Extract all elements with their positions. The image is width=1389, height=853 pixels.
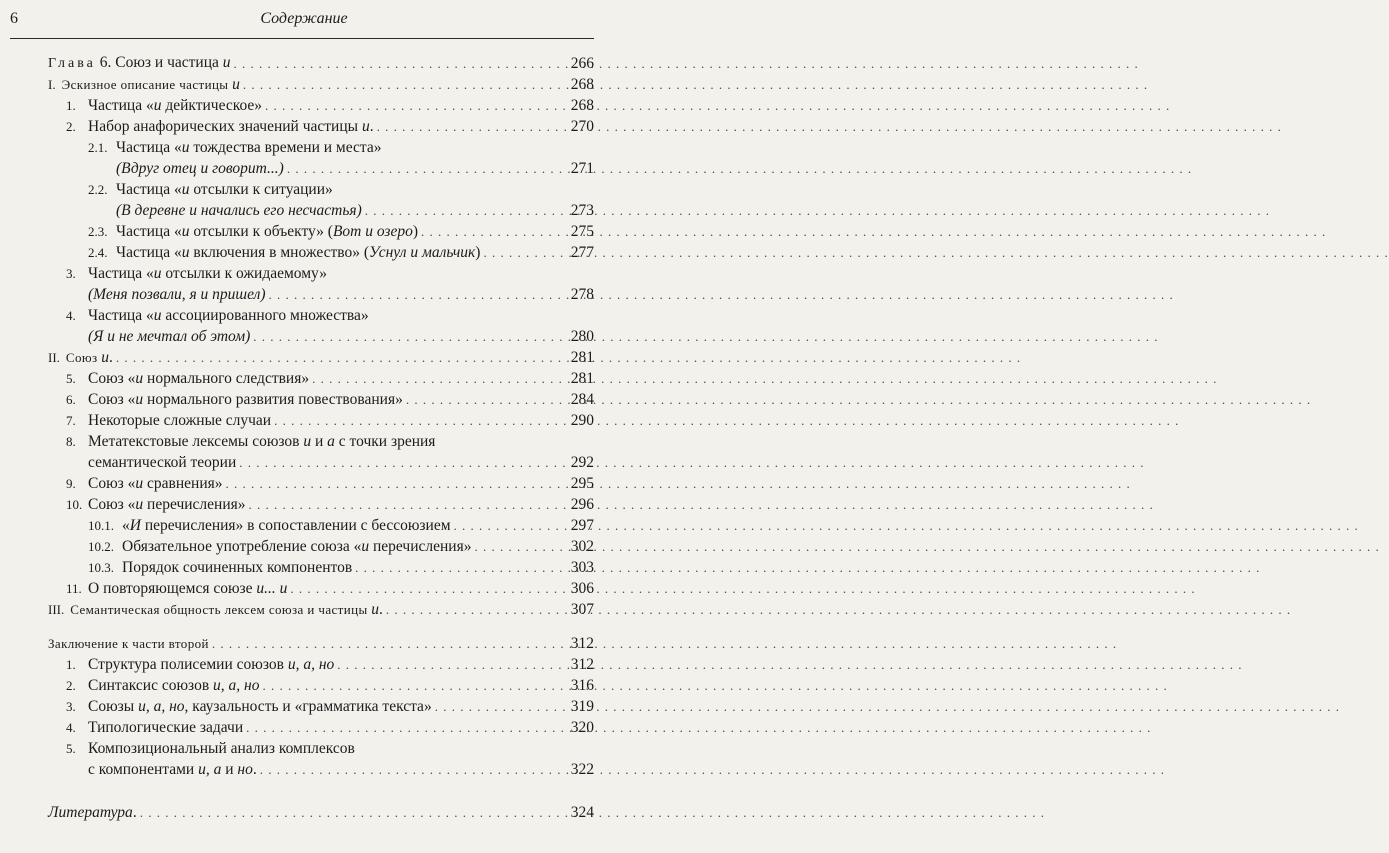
toc-entry[interactable] — [66, 117, 594, 137]
entry-text-italic: и — [361, 118, 370, 135]
leader-dots — [260, 760, 563, 780]
entry-example: (Я и не мечтал об этом) — [88, 328, 251, 345]
toc-entry[interactable] — [116, 201, 594, 221]
running-title: Содержание — [260, 10, 348, 27]
leader-dots — [265, 96, 563, 116]
entry-text: ) — [475, 244, 481, 261]
chapter-title: 6. Союз и частица — [99, 54, 223, 71]
toc-entry[interactable] — [66, 369, 594, 389]
leader-dots — [386, 600, 563, 620]
entry-number: 8. — [66, 434, 76, 449]
entry-text: Частица « — [116, 244, 182, 261]
entry-text: « — [122, 517, 130, 534]
toc-section-entry[interactable] — [48, 348, 594, 368]
toc-entry[interactable] — [88, 243, 594, 263]
entry-text: Частица « — [88, 307, 154, 324]
conclusion-title: Заключение к части второй — [48, 636, 209, 651]
page-ref: 320 — [570, 719, 594, 736]
entry-text: тождества времени и места» — [189, 139, 382, 156]
section-number: III. — [48, 602, 65, 617]
entry-text: Некоторые сложные случаи — [88, 412, 272, 429]
page-number: 6 — [10, 10, 18, 27]
entry-text-italic: и, а — [198, 761, 222, 778]
page-ref: 297 — [570, 517, 594, 534]
toc-entry[interactable] — [66, 495, 594, 515]
page-ref: 278 — [570, 286, 594, 303]
leader-dots — [312, 369, 563, 389]
toc-entry[interactable] — [66, 96, 594, 116]
entry-text: Союз « — [88, 391, 136, 408]
entry-example: (Вдруг отец и говорит...) — [116, 160, 284, 177]
literature-title: Литература — [48, 804, 133, 821]
entry-number: 4. — [66, 720, 76, 735]
toc-entry[interactable] — [88, 453, 594, 473]
toc-entry[interactable] — [88, 760, 594, 780]
entry-number: 5. — [66, 371, 76, 386]
leader-dots — [212, 634, 563, 654]
entry-number: 5. — [66, 741, 76, 756]
entry-text: . — [369, 118, 374, 135]
page-ref: 284 — [570, 391, 594, 408]
toc-entry[interactable] — [88, 222, 594, 242]
page-ref: 295 — [570, 475, 594, 492]
entry-text: и — [221, 761, 238, 778]
leader-dots — [274, 411, 563, 431]
leader-dots — [226, 474, 563, 494]
entry-text: включения в множество» ( — [189, 244, 370, 261]
toc-entry[interactable] — [88, 558, 594, 578]
toc-entry-line — [66, 739, 355, 759]
leader-dots — [116, 348, 563, 368]
entry-number: 2.3. — [88, 224, 108, 239]
leader-dots — [377, 117, 563, 137]
entry-text: Частица « — [116, 181, 182, 198]
entry-text-italic: и — [361, 538, 370, 555]
entry-text-italic: и — [135, 475, 144, 492]
entry-text: . — [252, 761, 257, 778]
page-ref: 322 — [570, 761, 594, 778]
leader-dots — [140, 803, 563, 823]
leader-dots — [249, 495, 563, 515]
entry-text-italic: и... и — [256, 580, 288, 597]
entry-text: и — [311, 433, 328, 450]
entry-number: 1. — [66, 657, 76, 672]
entry-text-italic: и — [135, 391, 144, 408]
toc-entry[interactable] — [66, 676, 594, 696]
toc-entry[interactable] — [88, 537, 594, 557]
entry-text: отсылки к ожидаемому» — [161, 265, 327, 282]
toc-entry-line — [66, 306, 369, 326]
leader-dots — [234, 54, 563, 74]
page-ref: 270 — [570, 118, 594, 135]
toc-literature-entry[interactable] — [48, 803, 594, 823]
section-title: . — [108, 349, 113, 366]
entry-number: 4. — [66, 308, 76, 323]
entry-text: Частица « — [116, 139, 182, 156]
entry-text-italic: и, а, но — [287, 656, 335, 673]
entry-text: Союзы — [88, 698, 139, 715]
page-ref: 316 — [570, 677, 594, 694]
entry-text-italic: и — [181, 139, 190, 156]
entry-text-italic: и, а, но — [138, 698, 185, 715]
toc-entry[interactable] — [88, 327, 594, 347]
leader-dots — [365, 201, 563, 221]
entry-number: 2.2. — [88, 182, 108, 197]
entry-text: перечисления» — [143, 496, 246, 513]
toc-conclusion-entry[interactable] — [48, 634, 594, 654]
page-ref: 281 — [570, 349, 594, 366]
entry-text-italic: и — [153, 265, 162, 282]
page-ref: 271 — [570, 160, 594, 177]
toc-entry-line — [66, 264, 327, 284]
entry-text: Союз « — [88, 370, 136, 387]
header-rule — [10, 38, 594, 39]
entry-text: Союз « — [88, 475, 136, 492]
entry-example: (В деревне и начались его несчастья) — [116, 202, 362, 219]
section-number: I. — [48, 77, 56, 92]
entry-example: Вот и озеро — [332, 223, 413, 240]
leader-dots — [406, 390, 563, 410]
page-header — [0, 0, 608, 34]
leader-dots — [290, 579, 563, 599]
entry-number: 10.3. — [88, 560, 114, 575]
entry-number: 10.1. — [88, 518, 114, 533]
leader-dots — [262, 676, 563, 696]
entry-example: Уснул и мальчик — [369, 244, 476, 261]
leader-dots — [253, 327, 563, 347]
entry-number: 9. — [66, 476, 76, 491]
leader-dots — [474, 537, 563, 557]
entry-text: с точки зрения — [334, 433, 436, 450]
toc-section-entry[interactable] — [48, 75, 594, 95]
entry-text: Порядок сочиненных компонентов — [122, 559, 353, 576]
leader-dots — [454, 516, 563, 536]
page-ref: 312 — [570, 635, 594, 652]
entry-text: Частица « — [116, 223, 182, 240]
leader-dots — [269, 285, 563, 305]
entry-number: 3. — [66, 266, 76, 281]
entry-number: 2. — [66, 678, 76, 693]
entry-text: отсылки к ситуации» — [189, 181, 333, 198]
entry-text-italic: и — [135, 496, 144, 513]
toc-entry-line — [66, 432, 435, 452]
page-ref: 268 — [570, 97, 594, 114]
section-title: Союз — [65, 350, 102, 365]
entry-text: нормального следствия» — [143, 370, 310, 387]
page-ref: 273 — [570, 202, 594, 219]
entry-text: Частица « — [88, 265, 154, 282]
page-ref: 312 — [570, 656, 594, 673]
page-ref: 303 — [570, 559, 594, 576]
chapter-label: Глава — [48, 56, 96, 71]
entry-text: дейктическое» — [161, 97, 263, 114]
entry-text: О повторяющемся союзе — [88, 580, 257, 597]
entry-text-italic: и — [303, 433, 312, 450]
literature-title: . — [132, 804, 137, 821]
entry-text: нормального развития повествования» — [143, 391, 403, 408]
entry-text: Союз « — [88, 496, 136, 513]
entry-text: Синтаксис союзов — [88, 677, 214, 694]
section-title-italic: и — [232, 76, 240, 93]
toc-entry[interactable] — [116, 159, 594, 179]
entry-number: 6. — [66, 392, 76, 407]
leader-dots — [435, 697, 563, 717]
entry-number: 11. — [66, 581, 82, 596]
page-ref: 302 — [570, 538, 594, 555]
toc-entry[interactable] — [88, 285, 594, 305]
entry-text: , каузальность и «грамматика текста» — [184, 698, 432, 715]
entry-text: Метатекстовые лексемы союзов — [88, 433, 304, 450]
entry-text-italic: но — [237, 761, 253, 778]
entry-number: 10.2. — [88, 539, 114, 554]
page-ref: 275 — [570, 223, 594, 240]
page-ref: 268 — [570, 76, 594, 93]
entry-text: семантической теории — [88, 454, 237, 471]
entry-example: (Меня позвали, я и пришел) — [88, 286, 266, 303]
page-ref: 296 — [570, 496, 594, 513]
leader-dots — [239, 453, 563, 473]
entry-text: Структура полисемии союзов — [88, 656, 288, 673]
entry-text-italic: и, а, но — [213, 677, 260, 694]
page-ref: 266 — [570, 55, 594, 72]
page-ref: 280 — [570, 328, 594, 345]
page-ref: 292 — [570, 454, 594, 471]
toc-section-entry[interactable] — [48, 600, 594, 620]
entry-text: Набор анафорических значений частицы — [88, 118, 362, 135]
entry-number: 3. — [66, 699, 76, 714]
entry-text: Композициональный анализ комплексов — [88, 740, 355, 757]
entry-text: Обязательное употребление союза « — [122, 538, 362, 555]
toc-entry-line — [88, 180, 333, 200]
leader-dots — [483, 243, 563, 263]
page-ref: 324 — [570, 804, 594, 821]
section-title: . — [379, 601, 383, 618]
entry-text: сравнения» — [143, 475, 223, 492]
page-ref: 307 — [570, 601, 594, 618]
toc-entry[interactable] — [66, 579, 594, 599]
entry-number: 2.1. — [88, 140, 108, 155]
entry-text: перечисления» в сопоставлении с бессоюзием — [140, 517, 451, 534]
toc-entry[interactable] — [66, 390, 594, 410]
toc-entry[interactable] — [66, 697, 594, 717]
section-title-italic: и — [101, 349, 109, 366]
page-ref: 281 — [570, 370, 594, 387]
toc-entry[interactable] — [66, 411, 594, 431]
entry-text: Типологические задачи — [88, 719, 244, 736]
section-title-italic: и — [371, 601, 379, 618]
toc-chapter-entry[interactable] — [48, 54, 594, 74]
entry-text: ассоциированного множества» — [161, 307, 369, 324]
leader-dots — [337, 655, 563, 675]
toc-entry-line — [88, 138, 381, 158]
entry-text-italic: а — [327, 433, 335, 450]
page-ref: 319 — [570, 698, 594, 715]
leader-dots — [355, 558, 563, 578]
page-ref: 277 — [570, 244, 594, 261]
page-ref: 290 — [570, 412, 594, 429]
entry-number: 7. — [66, 413, 76, 428]
page-ref: 306 — [570, 580, 594, 597]
entry-text-italic: и — [181, 223, 190, 240]
entry-text-italic: и — [153, 307, 162, 324]
section-title: Эскизное описание частицы — [61, 77, 233, 92]
leader-dots — [287, 159, 563, 179]
entry-text-italic: и — [135, 370, 144, 387]
toc-entry[interactable] — [66, 655, 594, 675]
entry-text-italic: и — [181, 181, 190, 198]
toc-entry[interactable] — [66, 718, 594, 738]
entry-number: 10. — [66, 497, 83, 512]
section-number: II. — [48, 350, 60, 365]
entry-number: 1. — [66, 98, 76, 113]
entry-text-italic: И — [129, 517, 141, 534]
section-title: Семантическая общность лексем союза и частицы — [70, 602, 372, 617]
entry-text-italic: и — [181, 244, 190, 261]
chapter-title-italic: и — [222, 54, 231, 71]
leader-dots — [246, 718, 563, 738]
entry-number: 2. — [66, 119, 76, 134]
toc-entry[interactable] — [88, 516, 594, 536]
entry-text: Частица « — [88, 97, 154, 114]
leader-dots — [243, 75, 563, 95]
entry-text: ) — [412, 223, 418, 240]
toc-entry[interactable] — [66, 474, 594, 494]
leader-dots — [421, 222, 563, 242]
entry-text-italic: и — [153, 97, 162, 114]
entry-number: 2.4. — [88, 245, 108, 260]
entry-text: отсылки к объекту» ( — [189, 223, 333, 240]
entry-text: перечисления» — [369, 538, 472, 555]
entry-text: с компонентами — [88, 761, 199, 778]
